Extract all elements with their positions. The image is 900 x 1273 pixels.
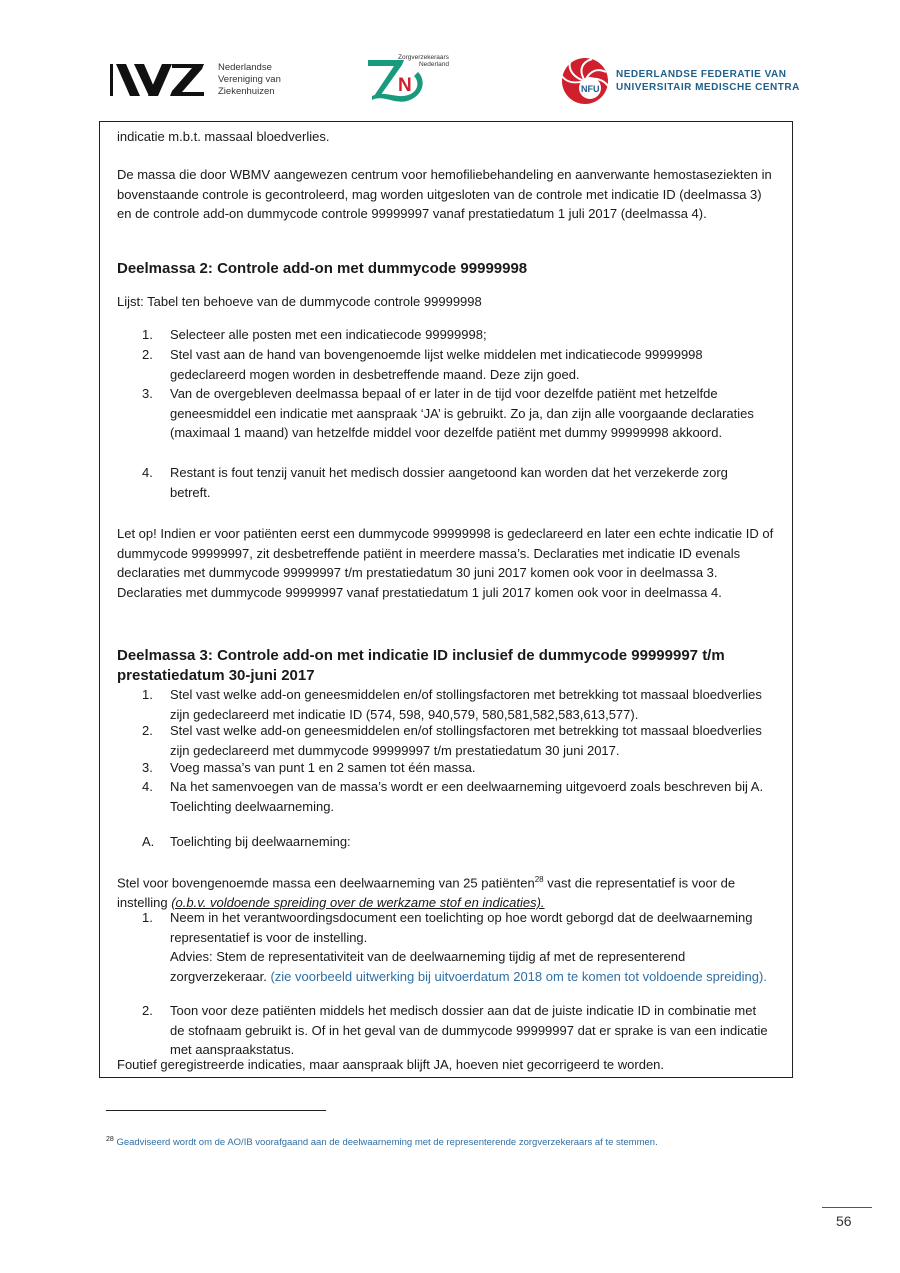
underlined-note: (o.b.v. voldoende spreiding over de werkzame stof en indicaties).: [171, 894, 545, 910]
list-item: [142, 325, 770, 345]
heading-deelmassa-2: Deelmassa 2: Controle add-on met dummycode 99999998: [117, 260, 528, 277]
svg-text:N: N: [398, 75, 412, 96]
zn-line-2: Nederland: [418, 61, 449, 68]
paragraph-deelwaarneming: [117, 870, 777, 912]
list-item: [142, 721, 770, 760]
nfu-line-1: NEDERLANDSE FEDERATIE VAN: [616, 69, 787, 80]
nvz-logo-mark-icon: [110, 63, 206, 97]
list-number: 4.: [142, 779, 153, 794]
advies-text: Advies: Stem de representativiteit van de deelwaarneming tijdig af met de representerend zorgverzekeraar.: [170, 949, 686, 984]
lijst-text: Lijst: Tabel ten behoeve van de dummycode controle 99999998: [117, 294, 482, 309]
list-item: [142, 777, 770, 816]
list-text: Neem in het verantwoordingsdocument een toelichting op hoe wordt geborgd dat de deelwaarneming representatief is voor de instelling.: [170, 910, 753, 945]
list-item: [142, 345, 770, 384]
list-item: [142, 384, 770, 443]
footnote-number: 28: [106, 1136, 114, 1143]
list-text: Na het samenvoegen van de massa’s wordt er een deelwaarneming uitgevoerd zoals beschreven bij A. Toelichting deelwaarneming.: [170, 779, 764, 814]
nvz-line-1: Nederlandse: [218, 62, 272, 73]
paragraph-foutief: Foutief geregistreerde indicaties, maar aanspraak blijft JA, hoeven niet gecorrigeerd te worden.: [117, 1057, 665, 1072]
list-text: Stel vast welke add-on geneesmiddelen en/of stollingsfactoren met betrekking tot massaal bloedverlies zijn gedeclareerd met indicatie ID (574, 598, 940,579, 580,581,582,583,613,577).: [170, 687, 762, 722]
nfu-logo: [560, 56, 800, 106]
nfu-line-2: UNIVERSITAIR MEDISCHE CENTRA: [616, 82, 800, 93]
list-text: Restant is fout tenzij vanuit het medisch dossier aangetoond kan worden dat het verzekerde zorg betreft.: [170, 465, 728, 500]
paragraph-wbmv: De massa die door WBMV aangewezen centrum voor hemofiliebehandeling en aanverwante hemostaseziekten in bovenstaande controle is gecontroleerd, mag worden uitgesloten van de controle met indicatie ID (deelmassa 3) en de controle add-on dummycode controle 99999997 vanaf prestatiedatum 1 juli 2017 (deelmassa 4).: [117, 167, 772, 221]
text: Stel voor bovengenoemde massa een deelwaarneming van 25 patiënten: [117, 875, 535, 891]
list-text: Voeg massa’s van punt 1 en 2 samen tot één massa.: [170, 760, 476, 775]
list-item: [142, 685, 770, 724]
list-item-a: [142, 832, 770, 852]
page-number-separator: [822, 1207, 872, 1208]
list-item: [142, 758, 770, 778]
list-text: Van de overgebleven deelmassa bepaal of er later in de tijd voor dezelfde patiënt met hetzelfde geneesmiddel een indicatie met aanspraak ‘JA’ is gebruikt. Zo ja, dan zijn alle voorgaande declaraties (maximaal 1 maand) van hetzelfde middel voor dezelfde patiënt met dummy 99999998 akkoord.: [170, 386, 754, 440]
list-text: Selecteer alle posten met een indicatiecode 99999998;: [170, 327, 487, 342]
list-text: Stel vast aan de hand van bovengenoemde lijst welke middelen met indicatiecode 99999998 gedeclareerd mogen worden in desbetreffende maand. Deze zijn goed.: [170, 347, 703, 382]
list-item: [142, 463, 770, 502]
nvz-line-3: Ziekenhuizen: [218, 86, 275, 97]
list-item: [142, 908, 770, 986]
list-number: 2.: [142, 1003, 153, 1018]
svg-text:NFU: NFU: [581, 84, 600, 94]
footnote-separator: [106, 1110, 326, 1111]
list-text: Toelichting bij deelwaarneming:: [170, 834, 351, 849]
heading-deelmassa-3: Deelmassa 3: Controle add-on met indicatie ID inclusief de dummycode 99999997 t/m prestatiedatum 30-juni 2017: [117, 647, 725, 684]
list-number: 1.: [142, 687, 153, 702]
list-letter: A.: [142, 834, 155, 849]
text: vast die representatief is voor de instelling: [117, 875, 736, 910]
list-number: 2.: [142, 347, 153, 362]
list-number: 4.: [142, 465, 153, 480]
nvz-logo: [110, 60, 281, 100]
list-number: 1.: [142, 327, 153, 342]
list-text: Stel vast welke add-on geneesmiddelen en/of stollingsfactoren met betrekking tot massaal bloedverlies zijn gedeclareerd met dummycode 99999997 t/m prestatiedatum 30 juni 2017.: [170, 723, 762, 758]
list-number: 3.: [142, 386, 153, 401]
list-number: 1.: [142, 910, 153, 925]
nvz-line-2: Vereniging van: [218, 74, 281, 85]
page-number: 56: [836, 1213, 852, 1229]
list-item: [142, 1001, 770, 1060]
advies-link[interactable]: (zie voorbeeld uitwerking bij uitvoerdatum 2018 om te komen tot voldoende spreiding).: [270, 968, 767, 984]
paragraph-let-op: Let op! Indien er voor patiënten eerst een dummycode 99999998 is gedeclareerd en later een echte indicatie ID of dummycode 99999997, zit desbetreffende patiënt in meerdere massa’s. Declaraties met indicatie ID evenals declaraties met dummycode 99999997 t/m prestatiedatum 30 juni 2017 komen ook voor in deelmassa 3. Declaraties met dummycode 99999997 vanaf prestatiedatum 1 juli 2017 komen ook voor in deelmassa 4.: [117, 526, 774, 600]
list-number: 3.: [142, 760, 153, 775]
list-number: 2.: [142, 723, 153, 738]
footnote-text: Geadviseerd wordt om de AO/IB voorafgaand aan de deelwaarneming met de representerende zorgverzekeraars af te stemmen.: [116, 1137, 658, 1149]
zn-text: [398, 54, 449, 68]
nfu-logo-mark-icon: [560, 56, 610, 106]
page-header: [0, 52, 900, 112]
zn-line-1: Zorgverzekeraars: [398, 54, 449, 61]
footnote: [106, 1136, 658, 1148]
list-text: Toon voor deze patiënten middels het medisch dossier aan dat de juiste indicatie ID in combinatie met de stofnaam gebruikt is. Of in het geval van de dummycode 99999997 dat er sprake is van een indicatie met aanspraakstatus.: [170, 1003, 768, 1057]
paragraph-intro: indicatie m.b.t. massaal bloedverlies.: [117, 129, 330, 144]
footnote-ref[interactable]: 28: [534, 875, 544, 884]
